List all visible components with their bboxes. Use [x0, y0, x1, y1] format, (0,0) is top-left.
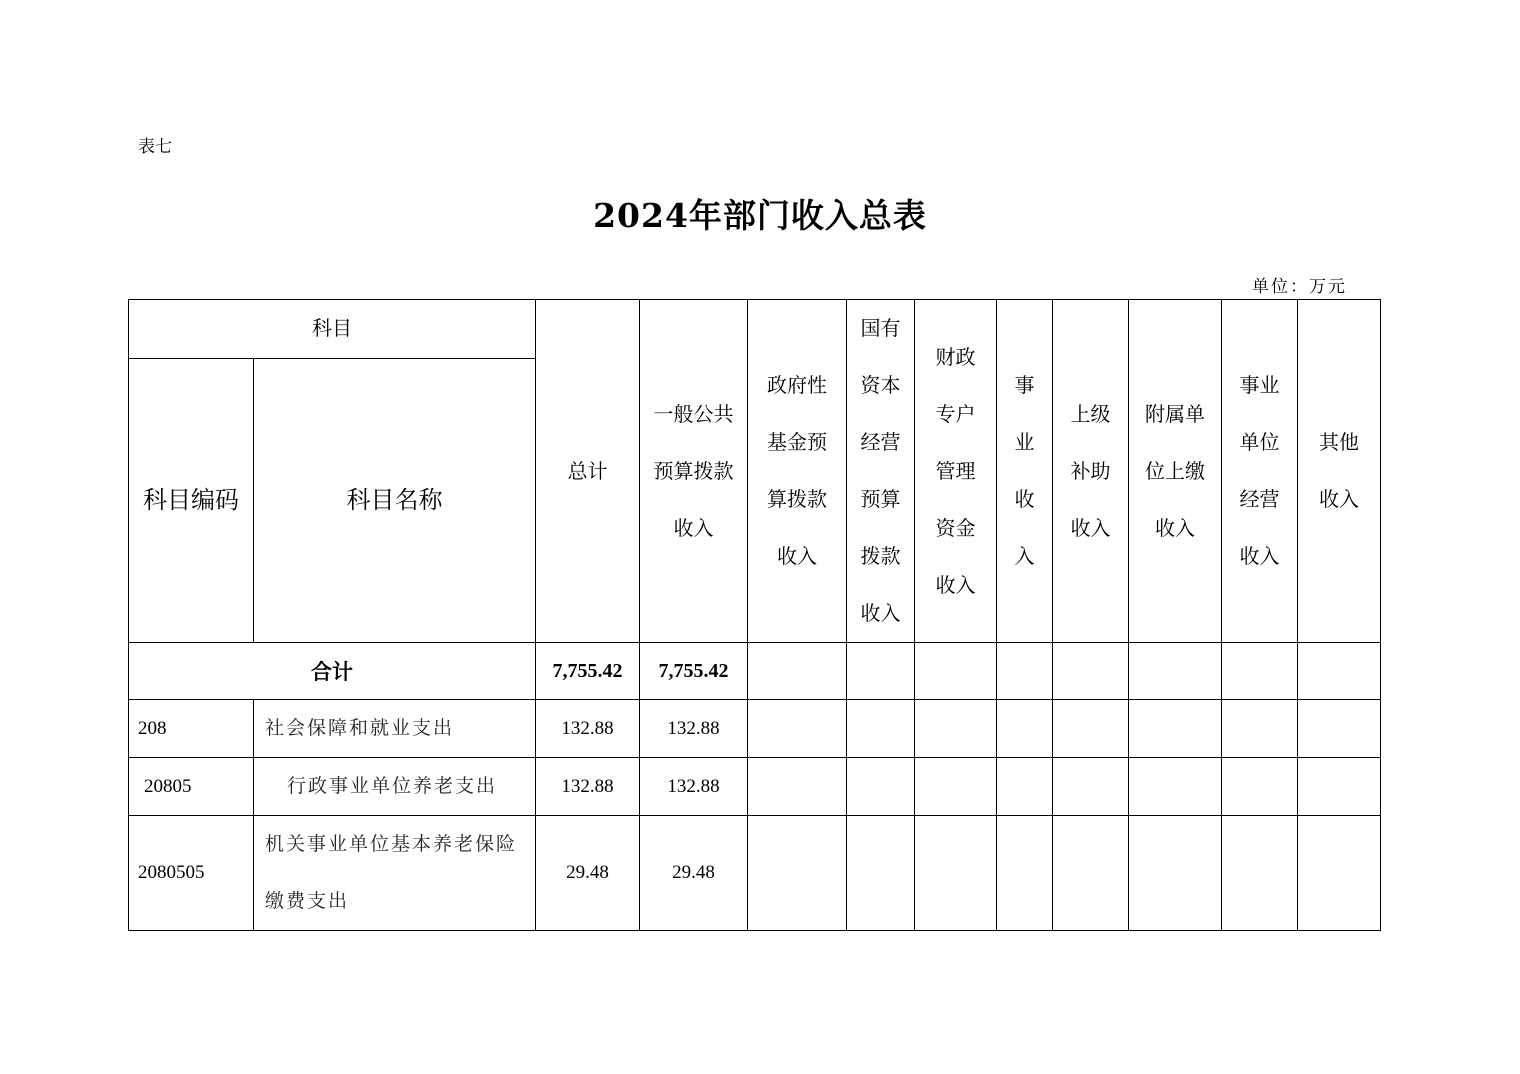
header-col — [847, 300, 915, 643]
subject-name-line: 缴费支出 — [265, 890, 350, 912]
amount-cell — [997, 700, 1053, 758]
amount-cell — [847, 758, 915, 816]
header-line: 上级 — [1070, 401, 1111, 426]
header-line: 位上缴 — [1145, 458, 1205, 483]
amount-cell — [1298, 700, 1381, 758]
amount-cell: 132.88 — [640, 758, 748, 816]
total-value — [1222, 643, 1298, 700]
amount-cell — [1129, 816, 1222, 931]
amount-cell — [997, 816, 1053, 931]
amount-cell: 132.88 — [536, 700, 640, 758]
table-row — [129, 816, 1381, 931]
amount-cell — [1129, 758, 1222, 816]
total-row — [129, 643, 1381, 700]
subject-name — [254, 700, 536, 758]
header-line: 事 — [1014, 373, 1035, 397]
subject-code: 2080505 — [129, 816, 254, 931]
header-col — [1053, 300, 1129, 643]
subject-code: 20805 — [129, 758, 254, 816]
header-line: 政府性 — [767, 373, 827, 397]
amount-cell: 132.88 — [640, 700, 748, 758]
total-value: 7,755.42 — [536, 643, 640, 700]
total-value — [1298, 643, 1381, 700]
amount-cell: 29.48 — [536, 816, 640, 931]
header-line: 预算拨款 — [653, 458, 734, 483]
header-col — [748, 300, 847, 643]
header-line: 收入 — [1155, 515, 1195, 540]
header-line: 其他 — [1319, 430, 1359, 454]
total-value — [1053, 643, 1129, 700]
amount-cell — [1129, 700, 1222, 758]
amount-cell — [915, 758, 997, 816]
amount-cell — [1222, 816, 1298, 931]
total-value — [748, 643, 847, 700]
total-value — [847, 643, 915, 700]
header-col — [997, 300, 1053, 643]
amount-cell — [748, 758, 847, 816]
header-col — [1129, 300, 1222, 643]
amount-cell — [1053, 700, 1129, 758]
amount-cell: 29.48 — [640, 816, 748, 931]
total-value: 7,755.42 — [640, 643, 748, 700]
subject-name — [254, 816, 536, 931]
subject-name-line: 机关事业单位基本养老保险 — [265, 833, 518, 855]
header-line: 一般公共 — [653, 401, 734, 426]
subject-code: 208 — [129, 700, 254, 758]
header-line: 总计 — [567, 458, 608, 483]
amount-cell: 132.88 — [536, 758, 640, 816]
header-line: 单位 — [1239, 430, 1280, 454]
header-col — [1222, 300, 1298, 643]
amount-cell — [847, 816, 915, 931]
amount-cell — [1053, 758, 1129, 816]
header-line: 国有 — [860, 316, 901, 340]
header-line: 专户 — [935, 401, 976, 426]
header-col — [536, 300, 640, 643]
amount-cell — [1298, 758, 1381, 816]
header-line: 收入 — [777, 544, 817, 568]
unit-label: 单位：万元 — [1252, 277, 1347, 297]
subject-name-line: 社会保障和就业支出 — [265, 717, 455, 739]
header-line: 收入 — [1239, 544, 1280, 568]
total-value — [997, 643, 1053, 700]
total-value — [1129, 643, 1222, 700]
header-col — [1298, 300, 1381, 643]
amount-cell — [748, 700, 847, 758]
amount-cell — [1222, 758, 1298, 816]
header-line: 入 — [1014, 544, 1035, 568]
header-line: 管理 — [935, 458, 976, 483]
subject-name-line: 行政事业单位养老支出 — [287, 775, 498, 797]
subject-name — [254, 758, 536, 816]
header-line: 收入 — [1070, 515, 1111, 540]
header-line: 收入 — [860, 601, 901, 625]
page-title: 2024年部门收入总表 — [593, 196, 927, 235]
header-line: 经营 — [1239, 487, 1280, 511]
header-code: 科目编码 — [129, 358, 254, 643]
header-line: 拨款 — [860, 544, 901, 568]
table-row — [129, 758, 1381, 816]
amount-cell — [748, 816, 847, 931]
amount-cell — [997, 758, 1053, 816]
header-col — [915, 300, 997, 643]
header-line: 预算 — [860, 487, 901, 511]
header-line: 业 — [1014, 430, 1035, 454]
header-line: 资本 — [860, 373, 901, 397]
table-row — [129, 700, 1381, 758]
header-line: 财政 — [935, 344, 976, 369]
amount-cell — [915, 816, 997, 931]
header-line: 事业 — [1239, 373, 1280, 397]
header-subject: 科目 — [129, 300, 536, 359]
header-line: 基金预 — [767, 430, 827, 454]
header-line: 收入 — [673, 515, 714, 540]
table-number-label: 表七 — [138, 137, 172, 157]
header-line: 资金 — [935, 515, 976, 540]
header-line: 收入 — [1319, 487, 1359, 511]
income-table — [128, 299, 1381, 931]
header-line: 算拨款 — [767, 487, 827, 511]
header-name: 科目名称 — [254, 358, 536, 643]
header-col — [640, 300, 748, 643]
header-line: 收 — [1014, 487, 1035, 511]
header-line: 收入 — [935, 572, 976, 597]
header-line: 附属单 — [1145, 401, 1205, 426]
amount-cell — [1053, 816, 1129, 931]
amount-cell — [915, 700, 997, 758]
header-line: 补助 — [1070, 458, 1111, 483]
amount-cell — [1298, 816, 1381, 931]
header-line: 经营 — [860, 430, 901, 454]
total-label: 合计 — [129, 643, 536, 700]
total-value — [915, 643, 997, 700]
amount-cell — [847, 700, 915, 758]
amount-cell — [1222, 700, 1298, 758]
